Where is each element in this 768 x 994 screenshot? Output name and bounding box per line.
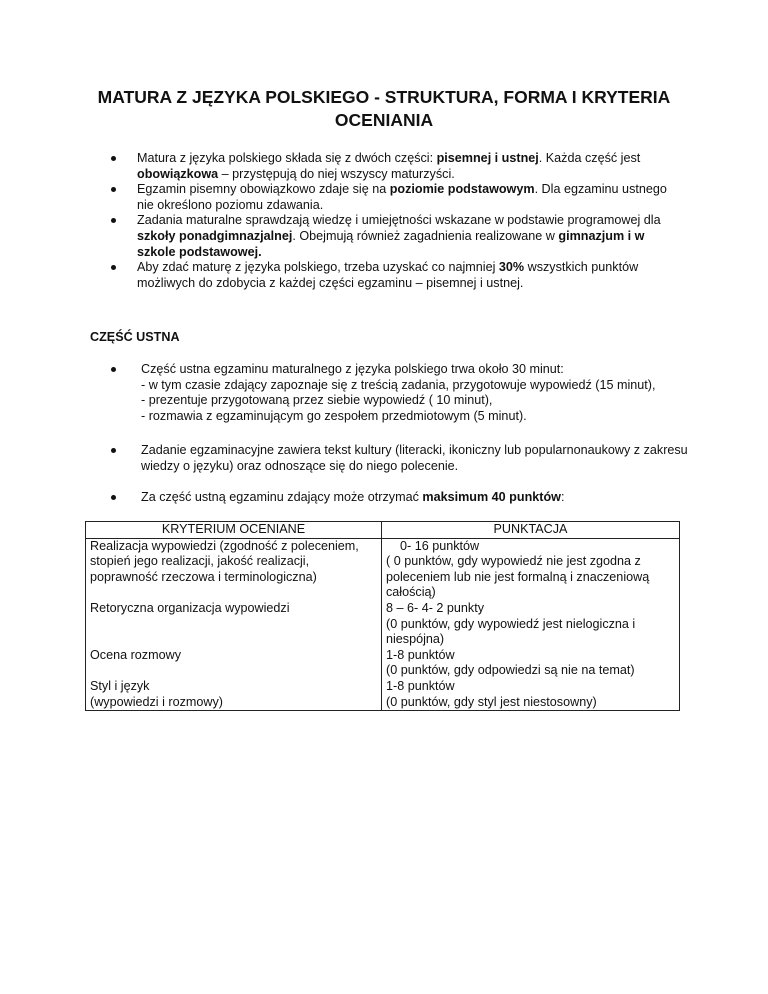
- oral-item-task: [111, 443, 721, 474]
- intro-text-segment: Matura z języka polskiego składa się z dwóch części:: [137, 151, 437, 165]
- points-line: 1-8 punktów: [386, 647, 455, 662]
- page-title: MATURA Z JĘZYKA POLSKIEGO - STRUKTURA, FORMA I KRYTERIA OCENIANIA: [97, 87, 671, 130]
- intro-item-text: [137, 260, 638, 290]
- criterion-cell: [86, 538, 382, 601]
- oral-duration-intro: Część ustna egzaminu maturalnego z języka polskiego trwa około 30 minut:: [141, 362, 564, 376]
- intro-item-text: [137, 182, 667, 212]
- criterion-cell: [86, 648, 382, 679]
- intro-text-segment: wszystkich punktów możliwych do zdobycia z każdej części egzaminu – pisemnej i ustnej.: [137, 260, 639, 290]
- criterion-line: Ocena rozmowy: [90, 647, 181, 662]
- criterion-line: stopień jego realizacji, jakość realizacji,: [90, 554, 310, 569]
- oral-item-max-points: [111, 490, 721, 506]
- intro-emphasis: gimnazjum i w szkole podstawowej.: [137, 228, 645, 259]
- intro-text-segment: Aby zdać maturę z języka polskiego, trzeba uzyskać co najmniej: [137, 260, 499, 275]
- bullet-icon: [111, 367, 116, 372]
- points-line: (0 punktów, gdy odpowiedzi są nie na temat): [386, 663, 635, 678]
- points-line: 1-8 punktów: [386, 678, 455, 693]
- section-heading-oral: CZĘŚĆ USTNA: [90, 330, 180, 344]
- bullet-icon: [111, 495, 116, 500]
- criterion-line: Realizacja wypowiedzi (zgodność z poleceniem,: [90, 538, 359, 553]
- header-points: PUNKTACJA: [382, 522, 680, 539]
- table-row: [86, 601, 680, 648]
- intro-item-text: [137, 213, 661, 258]
- bullet-icon: [111, 187, 116, 192]
- intro-item: [111, 182, 671, 213]
- criterion-cell: [86, 679, 382, 711]
- points-line: poleceniem lub nie jest formalną i znaczeniową: [386, 569, 650, 584]
- oral-duration-line: - rozmawia z egzaminującym go zespołem przedmiotowym (5 minut).: [141, 408, 527, 423]
- bullet-icon: [111, 156, 116, 161]
- max-points-prefix: Za część ustną egzaminu zdający może otrzymać: [141, 490, 423, 504]
- points-line: niespójna): [386, 632, 445, 647]
- table-row: [86, 648, 680, 679]
- intro-text-segment: – przystępują do niej wszyscy maturzyści.: [218, 166, 455, 181]
- points-line: całością): [386, 585, 436, 600]
- bullet-icon: [111, 265, 116, 270]
- intro-text-segment: Egzamin pisemny obowiązkowo zdaje się na: [137, 182, 390, 197]
- criterion-line: Styl i język: [90, 678, 150, 693]
- oral-duration-line: - w tym czasie zdający zapoznaje się z treścią zadania, przygotowuje wypowiedź (15 minut),: [141, 377, 656, 392]
- points-cell: [382, 679, 680, 711]
- oral-task-text: Zadanie egzaminacyjne zawiera tekst kultury (literacki, ikoniczny lub popularnonaukowy z zakresu wiedzy o języku) oraz odnoszące się do niego polecenie.: [141, 443, 688, 473]
- intro-item-text: [137, 151, 640, 181]
- criterion-cell: [86, 601, 382, 648]
- max-points-suffix: :: [560, 490, 565, 504]
- intro-emphasis: obowiązkowa: [137, 166, 219, 181]
- criterion-line: Retoryczna organizacja wypowiedzi: [90, 600, 290, 615]
- points-cell: [382, 648, 680, 679]
- intro-item: [111, 213, 671, 260]
- intro-emphasis: 30%: [498, 260, 525, 275]
- header-criterion: KRYTERIUM OCENIANE: [86, 522, 382, 539]
- points-line: (0 punktów, gdy styl jest niestosowny): [386, 694, 597, 709]
- points-line: 0- 16 punktów: [400, 538, 480, 553]
- points-line: 8 – 6- 4- 2 punkty: [386, 600, 485, 615]
- points-line: ( 0 punktów, gdy wypowiedź nie jest zgodna z: [386, 554, 641, 569]
- table-header-row: [86, 522, 680, 539]
- points-cell: [382, 601, 680, 648]
- intro-emphasis: poziomie podstawowym: [389, 182, 535, 197]
- criterion-line: poprawność rzeczowa i terminologiczna): [90, 569, 317, 584]
- table-row: [86, 679, 680, 711]
- points-cell: [382, 538, 680, 601]
- intro-text-segment: Zadania maturalne sprawdzają wiedzę i umiejętności wskazane w podstawie programowej dla: [137, 213, 661, 228]
- intro-text-segment: . Obejmują również zagadnienia realizowane w: [292, 228, 559, 243]
- oral-duration-line: - prezentuje przygotowaną przez siebie wypowiedź ( 10 minut),: [141, 393, 493, 408]
- oral-item-duration: [111, 362, 721, 424]
- bullet-icon: [111, 448, 116, 453]
- bullet-icon: [111, 218, 116, 223]
- points-line: (0 punktów, gdy wypowiedź jest nielogiczna i: [386, 616, 636, 631]
- intro-emphasis: szkoły ponadgimnazjalnej: [137, 228, 293, 243]
- intro-bullet-list: [111, 151, 671, 291]
- intro-emphasis: pisemnej i ustnej: [436, 151, 539, 165]
- intro-text-segment: . Dla egzaminu ustnego nie określono poziomu zdawania.: [137, 182, 667, 212]
- intro-text-segment: . Każda część jest: [538, 151, 641, 165]
- intro-item: [111, 260, 671, 291]
- criterion-line: (wypowiedzi i rozmowy): [90, 694, 223, 709]
- table-row: [86, 538, 680, 601]
- intro-item: [111, 151, 671, 182]
- max-points-value: maksimum 40 punktów: [422, 490, 561, 504]
- criteria-table: [85, 521, 680, 711]
